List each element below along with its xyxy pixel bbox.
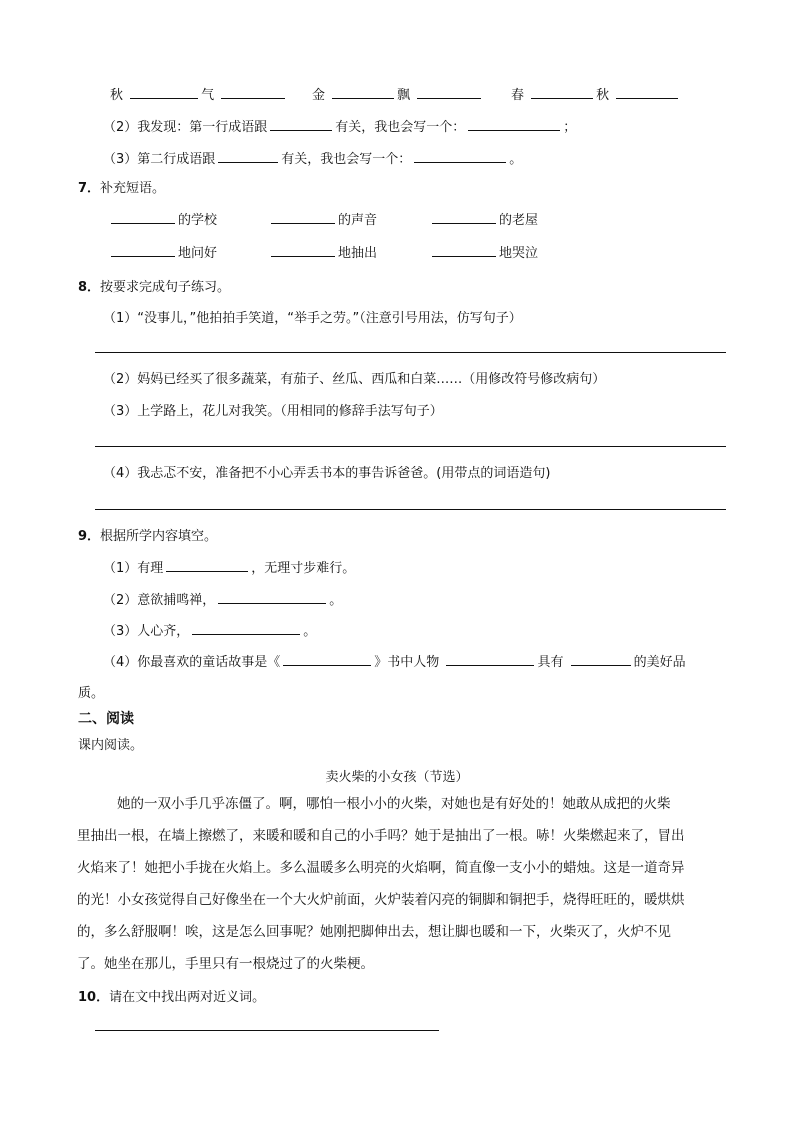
blank-input[interactable] xyxy=(218,589,326,604)
idiom-row-3: 春 秋 xyxy=(511,84,681,103)
blank-input[interactable] xyxy=(130,84,198,99)
blank-input[interactable] xyxy=(271,209,335,224)
phrase-item: 的老屋 xyxy=(429,209,538,228)
blank-input[interactable] xyxy=(270,116,332,131)
answer-line[interactable] xyxy=(95,446,726,447)
blank-input[interactable] xyxy=(432,242,496,257)
blank-input[interactable] xyxy=(432,209,496,224)
q6-sub3: （3）第二行成语跟 有关，我也会写一个： 。 xyxy=(103,148,522,167)
q9-sub4-continued: 质。 xyxy=(78,686,105,701)
question-7-heading: 7．补充短语。 xyxy=(78,181,166,196)
q8-sub3: （3）上学路上，花儿对我笑。（用相同的修辞手法写句子） xyxy=(103,404,443,419)
passage-line: 了。她坐在那儿，手里只有一根烧过了的火柴梗。 xyxy=(77,956,374,972)
blank-input[interactable] xyxy=(468,116,560,131)
blank-input[interactable] xyxy=(111,209,175,224)
phrase-item: 地抽出 xyxy=(268,242,377,261)
answer-line[interactable] xyxy=(95,352,726,353)
section-subtitle: 课内阅读。 xyxy=(78,738,144,753)
blank-input[interactable] xyxy=(414,148,506,163)
blank-input[interactable] xyxy=(218,148,278,163)
passage-line: 的光！小女孩觉得自己好像坐在一个大火炉前面，火炉装着闪亮的铜脚和铜把手，烧得旺旺的，暖烘烘 xyxy=(77,892,685,908)
phrase-item: 地哭泣 xyxy=(429,242,538,261)
answer-line[interactable] xyxy=(95,509,726,510)
q9-sub4: （4）你最喜欢的童话故事是《 》书中人物 具有 的美好品 xyxy=(103,651,686,670)
q8-sub1: （1）“没事儿，”他拍拍手笑道，“举手之劳。”（注意引号用法，仿写句子） xyxy=(103,311,522,326)
question-10-heading: 10．请在文中找出两对近义词。 xyxy=(78,990,266,1005)
question-9-heading: 9．根据所学内容填空。 xyxy=(78,529,218,544)
passage-line: 她的一双小手几乎冻僵了。啊，哪怕一根小小的火柴，对她也是有好处的！她敢从成把的火柴 xyxy=(117,796,671,812)
section-title: 二、阅读 xyxy=(78,711,134,727)
blank-input[interactable] xyxy=(271,242,335,257)
blank-input[interactable] xyxy=(446,651,534,666)
blank-input[interactable] xyxy=(332,84,394,99)
phrase-item: 的学校 xyxy=(108,209,217,228)
phrase-item: 地问好 xyxy=(108,242,217,261)
blank-input[interactable] xyxy=(111,242,175,257)
passage-line: 火焰来了！她把小手拢在火焰上。多么温暖多么明亮的火焰啊，简直像一支小小的蜡烛。这是一道奇异 xyxy=(77,860,685,876)
q8-sub2: （2）妈妈已经买了很多蔬菜，有茄子、丝瓜、西瓜和白菜……（用修改符号修改病句） xyxy=(103,372,606,387)
q8-sub4: （4）我忐忑不安，准备把不小心弄丢书本的事告诉爸爸。(用带点的词语造句) xyxy=(103,466,551,481)
blank-input[interactable] xyxy=(571,651,631,666)
blank-input[interactable] xyxy=(166,557,248,572)
question-8-heading: 8．按要求完成句子练习。 xyxy=(78,280,231,295)
phrase-item: 的声音 xyxy=(268,209,377,228)
blank-input[interactable] xyxy=(417,84,481,99)
idiom-row-2: 金 飘 xyxy=(312,84,484,103)
idiom-row-1: 秋 气 xyxy=(110,84,288,103)
passage-line: 里抽出一根，在墙上擦燃了，来暖和暖和自己的小手吗？她于是抽出了一根。哧！火柴燃起来了，冒出 xyxy=(77,828,685,844)
q6-sub2: （2）我发现：第一行成语跟 有关，我也会写一个： ； xyxy=(103,116,576,135)
blank-input[interactable] xyxy=(221,84,285,99)
q9-sub1: （1）有理 ，无理寸步难行。 xyxy=(103,557,355,576)
blank-input[interactable] xyxy=(192,620,300,635)
q9-sub3: （3）人心齐， 。 xyxy=(103,620,316,639)
passage-title: 卖火柴的小女孩（节选） xyxy=(325,770,469,785)
passage-body xyxy=(77,788,727,980)
blank-input[interactable] xyxy=(531,84,593,99)
blank-input[interactable] xyxy=(616,84,678,99)
q9-sub2: （2）意欲捕鸣禅， 。 xyxy=(103,589,342,608)
answer-line[interactable] xyxy=(95,1030,439,1031)
passage-line: 的，多么舒服啊！唉，这是怎么回事呢？她刚把脚伸出去，想让脚也暖和一下，火柴灭了，火炉不见 xyxy=(77,924,671,940)
blank-input[interactable] xyxy=(283,651,371,666)
